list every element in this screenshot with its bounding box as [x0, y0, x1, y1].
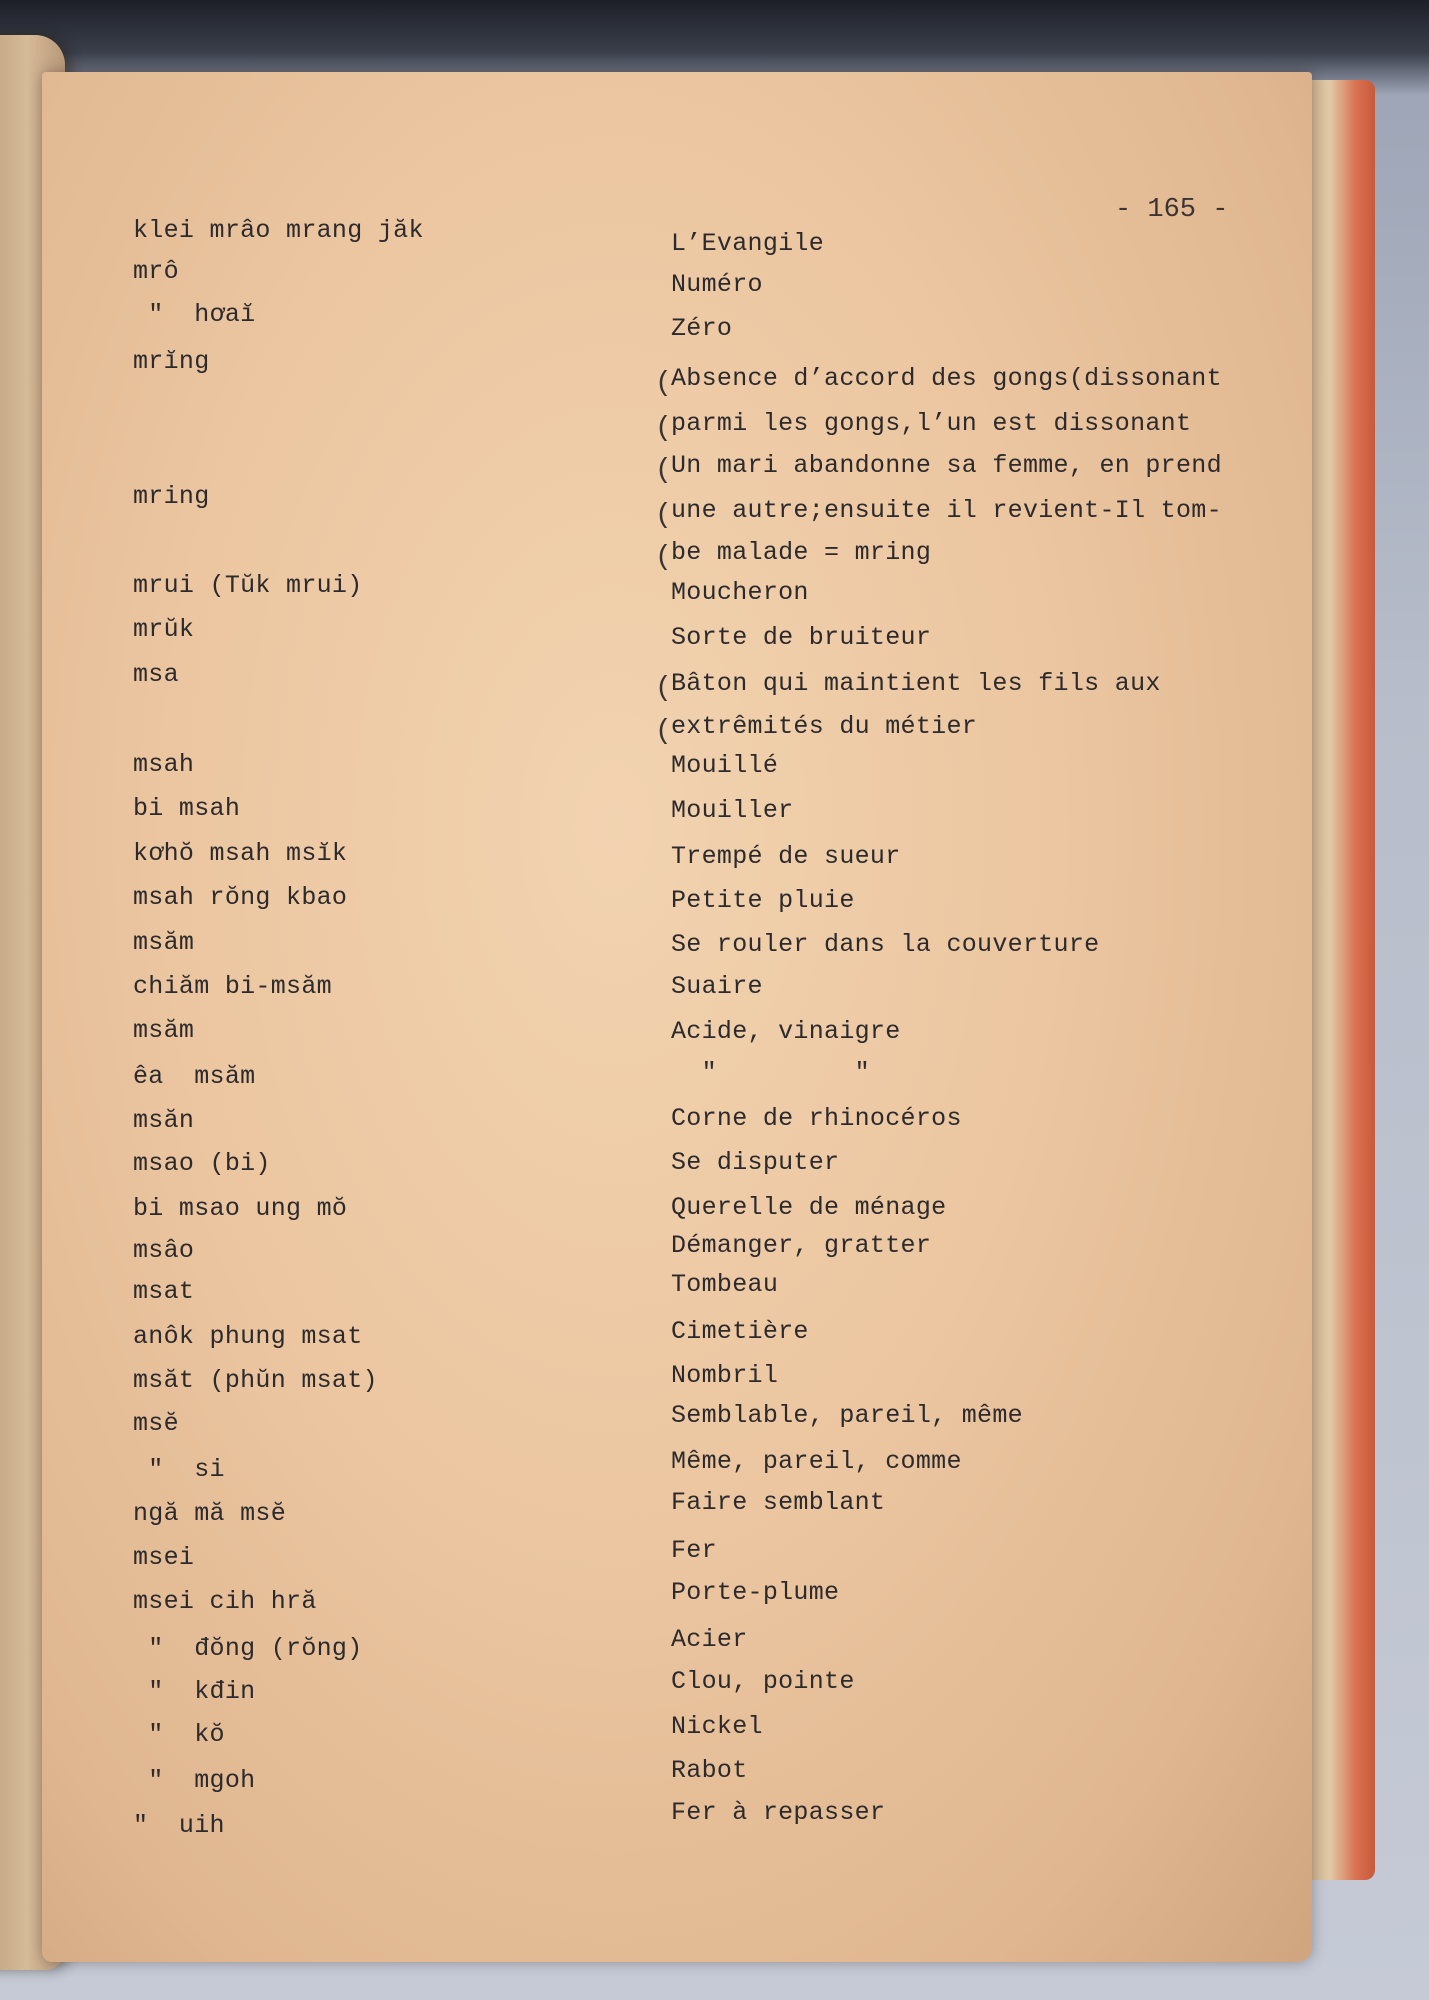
entry-gloss: Petite pluie — [671, 886, 855, 915]
entry-term: " kŏ — [133, 1720, 225, 1749]
entry-gloss: Clou, pointe — [671, 1667, 855, 1696]
entry-gloss: Semblable, pareil, même — [671, 1401, 1023, 1430]
entry-term: " uih — [133, 1811, 225, 1840]
entry-gloss: Mouillé — [671, 751, 779, 780]
entry-term: msăt (phŭn msat) — [133, 1366, 378, 1395]
entry-gloss: Se disputer — [671, 1148, 840, 1177]
entry-term: mrŭk — [133, 615, 195, 644]
entry-term: msei — [133, 1543, 195, 1572]
entry-gloss: Mouiller — [671, 796, 794, 825]
entry-term: msat — [133, 1277, 195, 1306]
entry-gloss: Fer — [671, 1536, 717, 1565]
entry-gloss: Corne de rhinocéros — [671, 1104, 962, 1133]
entry-gloss: une autre;ensuite il revient-Il tom- — [671, 496, 1222, 525]
entry-term: msĕ — [133, 1409, 179, 1438]
entry-term: msei cih hră — [133, 1587, 317, 1616]
entry-term: msăm — [133, 928, 195, 957]
entry-term: chiăm bi-msăm — [133, 972, 332, 1001]
grouping-brace: ( — [655, 455, 672, 486]
entry-term: msăm — [133, 1016, 195, 1045]
entry-term: " kđin — [133, 1677, 256, 1706]
entry-gloss: Fer à repasser — [671, 1798, 886, 1827]
entry-term: bi msao ung mŏ — [133, 1194, 348, 1223]
entry-gloss: Faire semblant — [671, 1488, 886, 1517]
entry-gloss: Absence d’accord des gongs(dissonant — [671, 364, 1222, 393]
entry-gloss: Bâton qui maintient les fils aux — [671, 669, 1161, 698]
entry-gloss: Numéro — [671, 270, 763, 299]
grouping-brace: ( — [655, 413, 672, 444]
entry-gloss: Acier — [671, 1625, 748, 1654]
entry-term: msa — [133, 660, 179, 689]
entry-gloss: Querelle de ménage — [671, 1193, 947, 1222]
entry-gloss: Nickel — [671, 1712, 763, 1741]
entry-gloss: extrêmités du métier — [671, 712, 978, 741]
entry-gloss: parmi les gongs,l’un est dissonant — [671, 409, 1192, 438]
entry-gloss: Moucheron — [671, 578, 809, 607]
grouping-brace: ( — [655, 716, 672, 747]
entry-gloss: Se rouler dans la couverture — [671, 930, 1100, 959]
entry-term: êa msăm — [133, 1062, 256, 1091]
entry-term: " hơaĭ — [133, 300, 256, 329]
entry-term: kơhŏ msah msĭk — [133, 839, 348, 868]
entry-term: mrô — [133, 257, 179, 286]
entry-term: msah rŏng kbao — [133, 883, 348, 912]
entry-gloss: Suaire — [671, 972, 763, 1001]
entry-gloss: Porte-plume — [671, 1578, 840, 1607]
entry-gloss: Nombril — [671, 1361, 779, 1390]
entry-gloss: Même, pareil, comme — [671, 1447, 962, 1476]
entry-term: mrĭng — [133, 347, 210, 376]
entry-gloss: Zéro — [671, 314, 733, 343]
grouping-brace: ( — [655, 368, 672, 399]
entry-term: ngă mă msĕ — [133, 1499, 287, 1528]
entry-gloss: Démanger, gratter — [671, 1231, 932, 1260]
entry-term: msăn — [133, 1106, 195, 1135]
entry-term: msao (bi) — [133, 1149, 271, 1178]
entry-gloss: Tombeau — [671, 1270, 779, 1299]
entry-gloss: Trempé de sueur — [671, 842, 901, 871]
entry-gloss: Rabot — [671, 1756, 748, 1785]
entry-gloss: " " — [671, 1058, 870, 1087]
entry-term: " đŏng (rŏng) — [133, 1634, 363, 1663]
entry-term: bi msah — [133, 794, 241, 823]
grouping-brace: ( — [655, 500, 672, 531]
entry-term: msah — [133, 750, 195, 779]
entry-gloss: be malade = mring — [671, 538, 932, 567]
entry-gloss: Sorte de bruiteur — [671, 623, 932, 652]
entry-gloss: Cimetière — [671, 1317, 809, 1346]
entry-term: anôk phung msat — [133, 1322, 363, 1351]
grouping-brace: ( — [655, 673, 672, 704]
entry-gloss: Acide, vinaigre — [671, 1017, 901, 1046]
entry-term: mring — [133, 482, 210, 511]
grouping-brace: ( — [655, 542, 672, 573]
entry-gloss: L’Evangile — [671, 229, 825, 258]
entry-term: mrui (Tŭk mrui) — [133, 571, 363, 600]
entry-term: " si — [133, 1455, 225, 1484]
entry-term: msâo — [133, 1236, 195, 1265]
page-number: - 165 - — [1115, 195, 1229, 225]
entry-term: klei mrâo mrang jăk — [133, 216, 424, 245]
entry-term: " mgoh — [133, 1766, 256, 1795]
entry-gloss: Un mari abandonne sa femme, en prend — [671, 451, 1222, 480]
